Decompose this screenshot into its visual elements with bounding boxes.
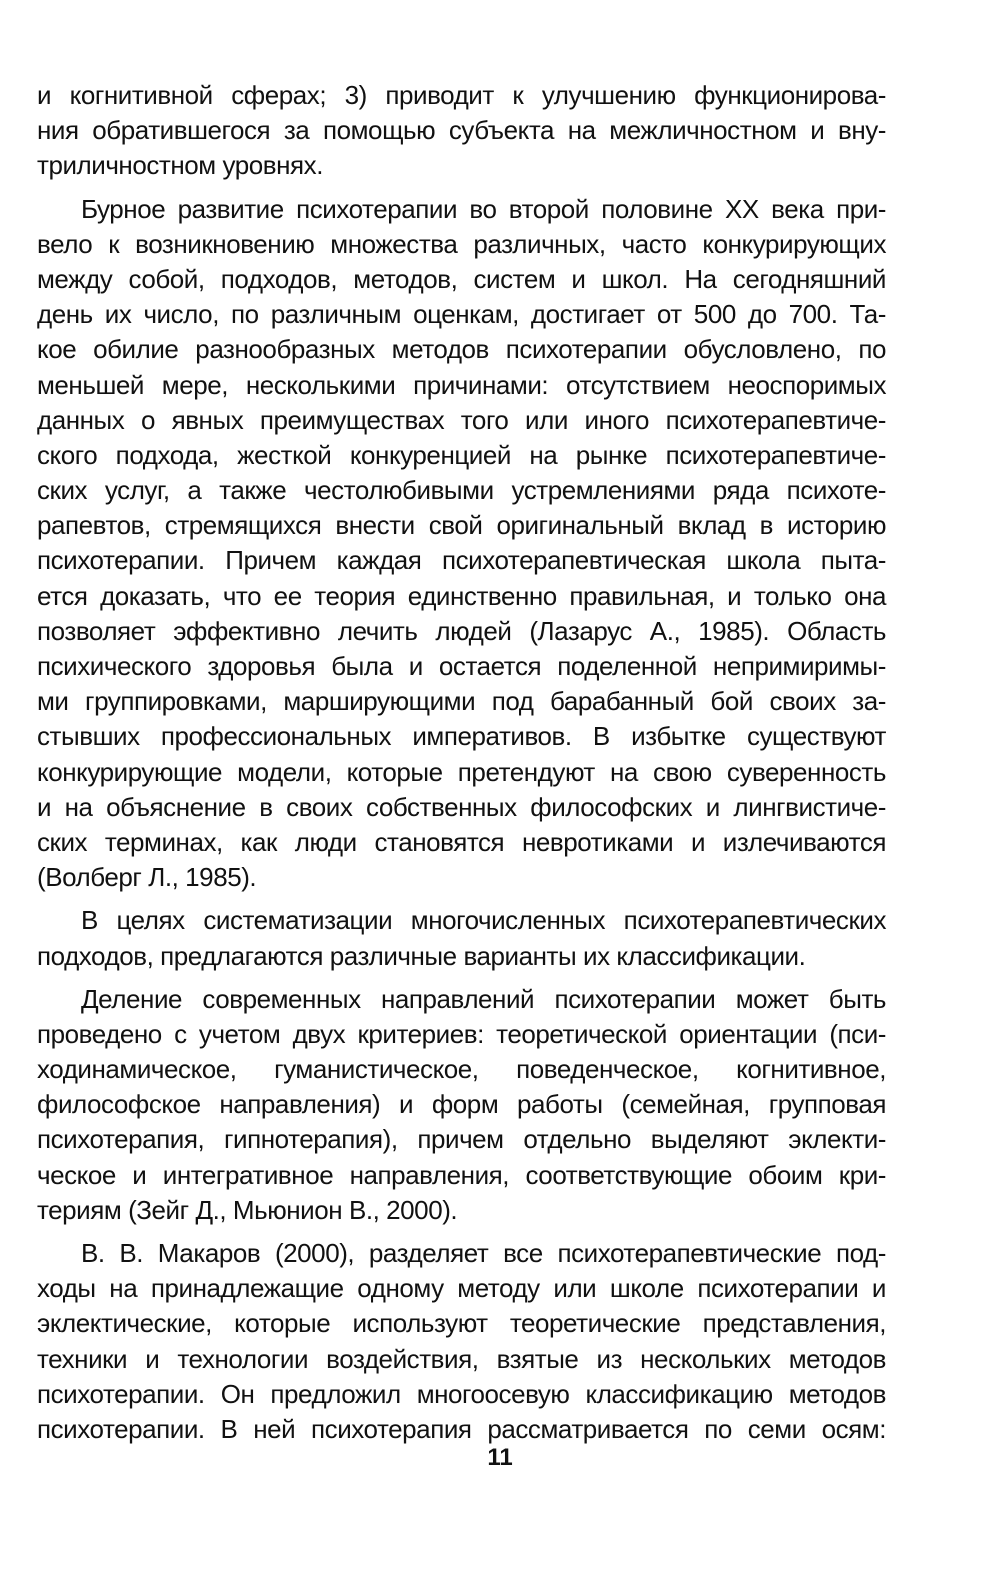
paragraph bbox=[37, 192, 886, 896]
text-line: психотерапии. Причем каждая психотерапевтическая школа пыта- bbox=[37, 545, 886, 576]
page-number: 11 bbox=[487, 1444, 513, 1471]
text-line: техники и технологии воздействия, взятые из нескольких методов bbox=[37, 1343, 886, 1374]
text-line: (Волберг Л., 1985). bbox=[37, 862, 257, 893]
paragraph bbox=[37, 982, 886, 1228]
text-line: триличностном уровнях. bbox=[37, 150, 323, 181]
body-text bbox=[37, 78, 886, 1447]
text-line: рапевтов, стремящихся внести свой оригинальный вклад в историю bbox=[37, 510, 886, 541]
text-line: эклектические, которые используют теоретические представления, bbox=[37, 1308, 886, 1339]
text-line: вело к возникновению множества различных, часто конкурирующих bbox=[37, 228, 886, 259]
text-line: ских услуг, а также честолюбивыми устремлениями ряда психоте- bbox=[37, 475, 886, 506]
text-line: ческое и интегративное направления, соответствующие обоим кри- bbox=[37, 1159, 886, 1190]
text-line: В целях систематизации многочисленных психотерапевтических bbox=[81, 905, 886, 936]
text-line: психотерапии. В ней психотерапия рассматривается по семи осям: bbox=[37, 1413, 886, 1444]
text-line: Деление современных направлений психотерапии может быть bbox=[81, 983, 886, 1014]
text-line: териям (Зейг Д., Мьюнион В., 2000). bbox=[37, 1194, 458, 1225]
paragraph bbox=[37, 78, 886, 184]
text-line: ходы на принадлежащие одному методу или школе психотерапии и bbox=[37, 1273, 886, 1304]
text-line: кое обилие разнообразных методов психотерапии обусловлено, по bbox=[37, 334, 886, 365]
text-line: психического здоровья была и остается поделенной непримиримы- bbox=[37, 651, 886, 681]
text-line: В. В. Макаров (2000), разделяет все психотерапевтические под- bbox=[81, 1238, 886, 1268]
text-line: ми группировками, марширующими под барабанный бой своих за- bbox=[37, 686, 886, 717]
text-line: ется доказать, что ее теория единственно правильная, и только она bbox=[37, 580, 886, 611]
text-line: ских терминах, как люди становятся невротиками и излечиваются bbox=[37, 826, 886, 857]
text-line: ния обратившегося за помощью субъекта на межличностном и вну- bbox=[37, 115, 886, 146]
text-line: стывших профессиональных императивов. В избытке существуют bbox=[37, 721, 886, 752]
text-line: Бурное развитие психотерапии во второй половине XX века при- bbox=[81, 193, 886, 224]
text-line: конкурирующие модели, которые претендуют на свою суверенность bbox=[37, 756, 886, 787]
text-line: день их число, по различным оценкам, достигает от 500 до 700. Та- bbox=[37, 299, 886, 330]
text-line: проведено с учетом двух критериев: теоретической ориентации (пси- bbox=[37, 1018, 886, 1049]
text-line: подходов, предлагаются различные варианты их классификации. bbox=[37, 940, 806, 971]
text-line: ходинамическое, гуманистическое, поведенческое, когнитивное, bbox=[37, 1054, 886, 1085]
text-line: между собой, подходов, методов, систем и школ. На сегодняшний bbox=[37, 263, 886, 294]
text-line: данных о явных преимуществах того или иного психотерапевтиче- bbox=[37, 404, 886, 435]
text-line: философское направления) и форм работы (семейная, групповая bbox=[37, 1089, 886, 1120]
text-line: и когнитивной сферах; 3) приводит к улучшению функционирова- bbox=[37, 80, 886, 110]
paragraph bbox=[37, 1236, 886, 1447]
text-line: позволяет эффективно лечить людей (Лазарус А., 1985). Область bbox=[37, 615, 886, 646]
text-line: и на объяснение в своих собственных философских и лингвистиче- bbox=[37, 791, 886, 822]
text-line: меньшей мере, несколькими причинами: отсутствием неоспоримых bbox=[37, 369, 886, 400]
paragraph bbox=[37, 903, 886, 973]
text-line: ского подхода, жесткой конкуренцией на рынке психотерапевтиче- bbox=[37, 439, 886, 470]
text-line: психотерапии. Он предложил многоосевую классификацию методов bbox=[37, 1378, 886, 1409]
text-line: психотерапия, гипнотерапия), причем отдельно выделяют эклекти- bbox=[37, 1124, 886, 1155]
